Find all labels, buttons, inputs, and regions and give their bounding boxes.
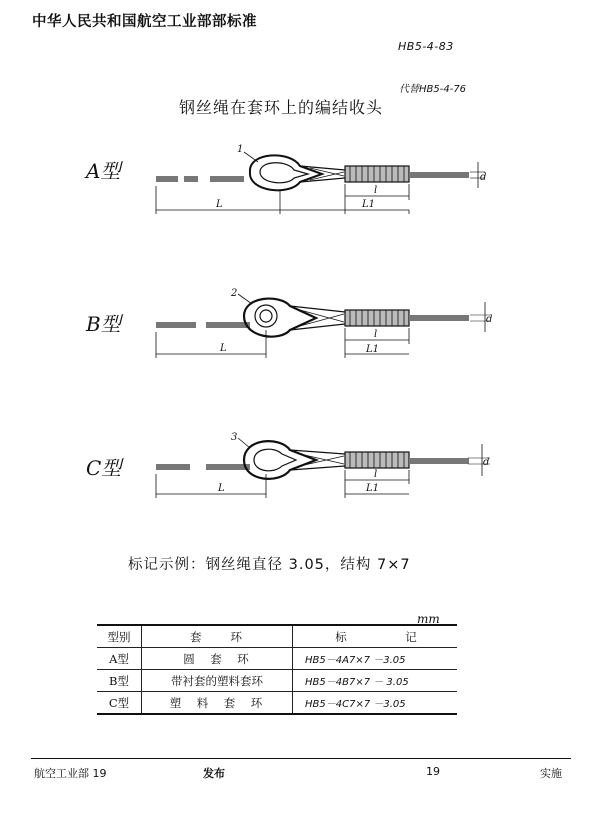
footer-divider — [31, 758, 571, 759]
cell-ring: 带衬套的塑料套环 — [142, 670, 293, 692]
footer-issuer: 航空工业部 19 — [34, 767, 107, 780]
rope-tail — [409, 172, 469, 178]
figure-type-a — [140, 140, 510, 220]
standard-header-title: 中华人民共和国航空工业部部标准 — [32, 14, 257, 30]
cell-mark: HB5－4A7×7 －3.05 — [293, 648, 458, 670]
table-row — [97, 692, 457, 715]
rope-tail — [409, 315, 469, 321]
figure-type-c — [140, 428, 510, 508]
document-title: 钢丝绳在套环上的编结收头 — [179, 98, 384, 117]
type-b-label: B型 — [86, 312, 121, 336]
table-row — [97, 670, 457, 692]
replaces-note: 代替HB5-4-76 — [399, 84, 467, 95]
marking-table — [97, 624, 457, 715]
rope-segment — [156, 464, 190, 470]
dim-L: L — [218, 483, 225, 494]
footer-page-number: 19 — [426, 765, 440, 778]
callout-number: 2 — [231, 288, 238, 299]
splice-wrap — [345, 310, 409, 326]
dim-L: L — [216, 199, 223, 210]
rope-segment — [184, 176, 198, 182]
table-row — [97, 648, 457, 670]
cell-type: A型 — [97, 648, 142, 670]
splice-wrap — [345, 166, 409, 182]
thimble-bushing — [255, 305, 277, 327]
marking-example: 标记示例：钢丝绳直径 3.05，结构 7×7 — [128, 557, 411, 573]
cell-mark: HB5－4C7×7 －3.05 — [293, 692, 458, 715]
footer-implement: 实施 — [540, 767, 562, 780]
dim-L: L — [220, 343, 227, 354]
type-c-label: C型 — [86, 456, 122, 480]
rope-segment — [156, 322, 196, 328]
dim-l: l — [374, 329, 378, 340]
cell-mark: HB5－4B7×7 － 3.05 — [293, 670, 458, 692]
dim-d: d — [480, 172, 487, 183]
cell-type: C型 — [97, 692, 142, 715]
table-header-row — [97, 625, 457, 648]
rope-segment — [206, 322, 250, 328]
rope-segment — [210, 176, 244, 182]
cell-ring: 塑 料 套 环 — [142, 692, 293, 715]
dim-l: l — [374, 185, 378, 196]
dim-L1: L1 — [362, 199, 376, 210]
callout-number: 3 — [231, 432, 238, 443]
dim-d: d — [483, 457, 490, 468]
thimble-inner — [254, 449, 296, 471]
header-mark: 标 记 — [293, 625, 458, 648]
table-unit: mm — [417, 612, 440, 626]
footer-publish: 发布 — [203, 767, 225, 780]
splice-wrap — [345, 452, 409, 468]
type-a-label: A型 — [86, 159, 121, 183]
dim-L1: L1 — [366, 344, 380, 355]
header-type: 型别 — [97, 625, 142, 648]
header-ring: 套 环 — [142, 625, 293, 648]
rope-tail — [409, 458, 469, 464]
standard-number: HB5-4-83 — [398, 40, 454, 53]
cell-ring: 圆 套 环 — [142, 648, 293, 670]
dim-l: l — [374, 469, 378, 480]
callout-number: 1 — [237, 144, 244, 155]
figure-type-b — [140, 282, 510, 362]
rope-segment — [206, 464, 250, 470]
rope-segment — [156, 176, 178, 182]
cell-type: B型 — [97, 670, 142, 692]
dim-d: d — [486, 314, 493, 325]
thimble-outer — [250, 155, 322, 190]
thimble-outer — [244, 441, 316, 479]
dim-L1: L1 — [366, 483, 380, 494]
